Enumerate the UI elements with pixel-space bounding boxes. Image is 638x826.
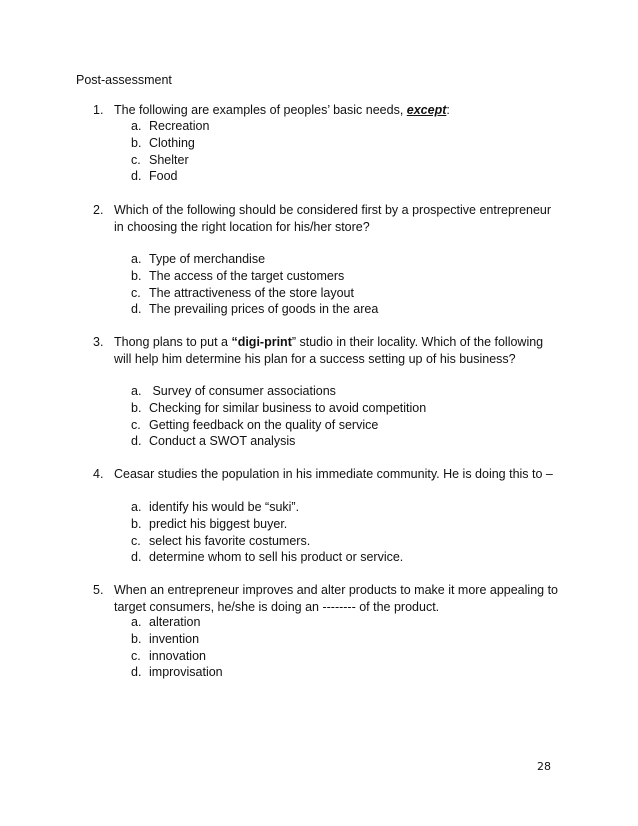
question-number: 1. (93, 103, 104, 117)
question-number: 4. (93, 467, 104, 481)
emphasis-except: except (406, 103, 447, 117)
question-stem: Ceasar studies the population in his immediate community. He is doing this to – (114, 467, 553, 481)
question-number: 2. (93, 203, 104, 217)
section-heading: Post-assessment (76, 73, 172, 87)
question-number: 5. (93, 583, 104, 597)
question-stem: Which of the following should be considered first by a prospective entrepreneur in choosing the right location for his/her store? (114, 203, 552, 234)
document-page: Post-assessment 1. The following are examples of peoples’ basic needs, except: a. Recreation b. Clothing c. Shelter d. Food 2. Which of the following should be considered first by a prospective entrepreneur in choosing the right location for his/her store? a. Type of merchandise b. The access of the target customers c. The attractiveness of the store layout d. The prevailing prices of goods in the area 3. Thong plans to put a “digi-print” studio in their locality. Which of the following will help him determine his plan for a success setting up of his business? a. Survey of consumer associations b. Checking for similar business to avoid competition c. Getting feedback on the quality of service d. Conduct a SWOT analysis 4. Ceasar studies the population in his immediate community. He is doing this to – a. identify his would be “suki”. b. predict his biggest buyer. c. select his favorite costumers. d. determine whom to sell his product or service. 5. When an entrepreneur improves and alter products to make it more appealing to target consumers, he/she is doing an -------- of the product. a. alteration b. invention c. innovation d. improvisation 28 (0, 0, 638, 826)
question-stem: The following are examples of peoples’ basic needs, except: (114, 103, 450, 117)
question-stem: Thong plans to put a “digi-print” studio in their locality. Which of the following will help him determine his plan for a success setting up of his business? (114, 335, 544, 366)
emphasis-digi-print: “digi-print (231, 335, 292, 349)
question-4 (93, 466, 563, 483)
question-3 (93, 334, 563, 368)
question-2 (93, 202, 563, 236)
question-5 (93, 582, 563, 616)
question-1 (93, 102, 563, 119)
page-number: 28 (537, 760, 551, 773)
question-number: 3. (93, 335, 104, 349)
question-stem: When an entrepreneur improves and alter products to make it more appealing to target consumers, he/she is doing an -------- of the product. (114, 583, 558, 614)
